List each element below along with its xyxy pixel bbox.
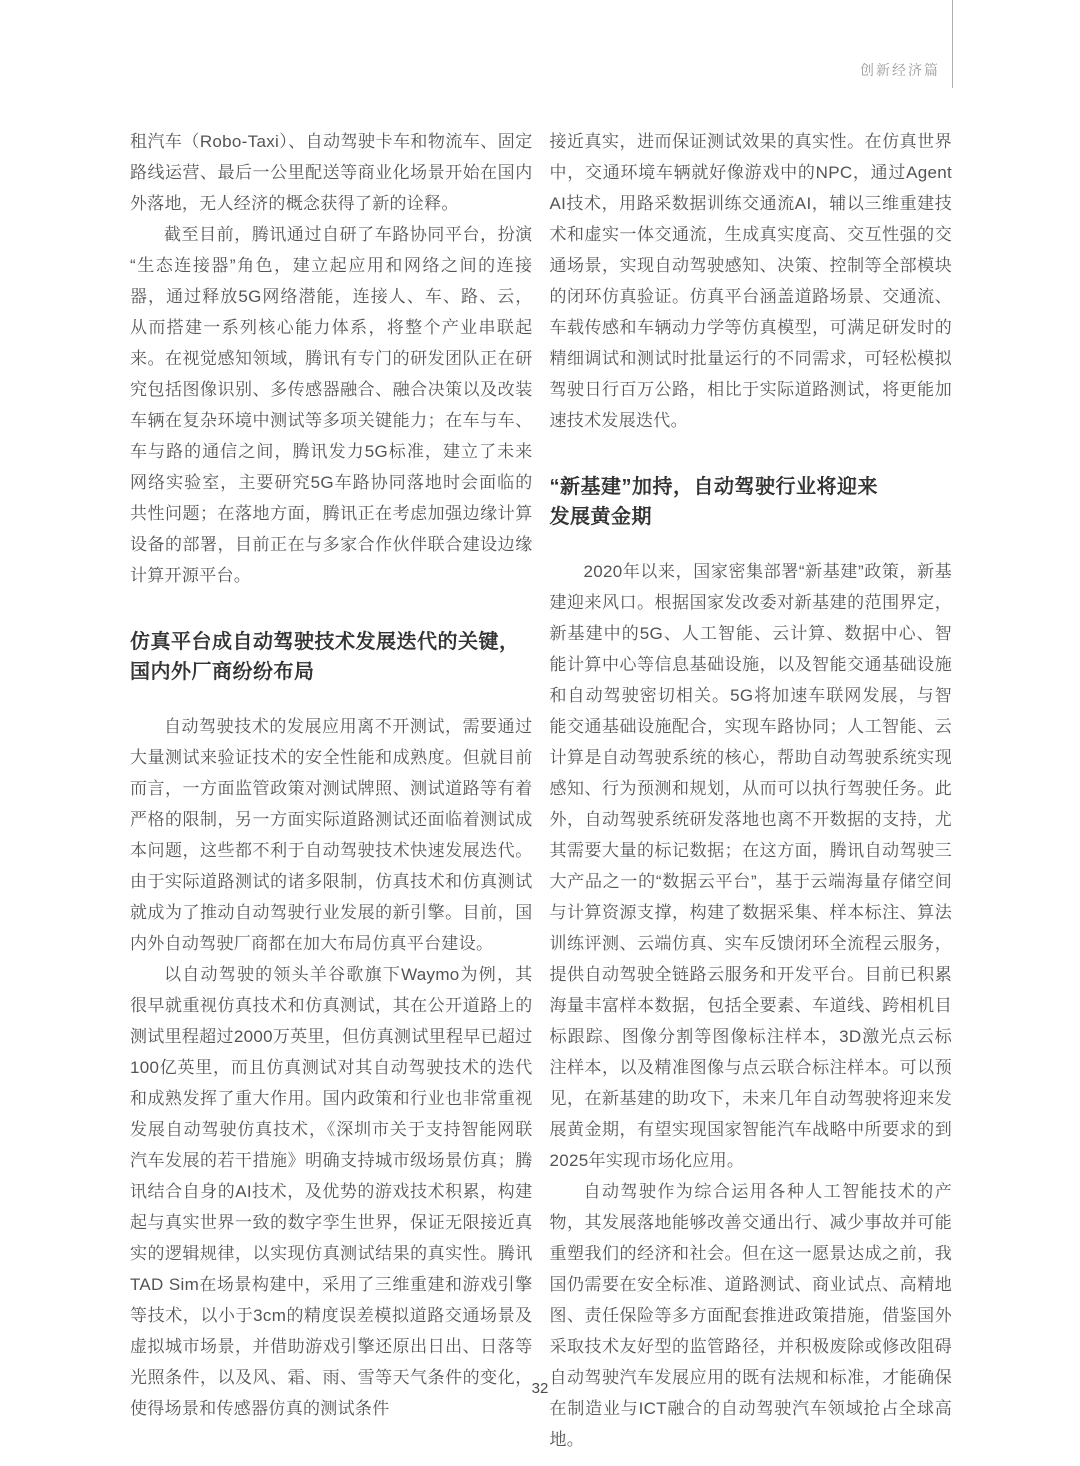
paragraph: 以自动驾驶的领头羊谷歌旗下Waymo为例，其很早就重视仿真技术和仿真测试，其在公开道路上的测试里程超过2000万英里，但仿真测试里程早已超过100亿英里，而且仿真测试对其自动驾驶技术的迭代和成熟发挥了重大作用。国内政策和行业也非常重视发展自动驾驶仿真技术，《深圳市关于支持智能网联汽车发展的若干措施》明确支持城市级场景仿真；腾讯结合自身的AI技术，及优势的游戏技术积累，构建起与真实世界一致的数字孪生世界，保证无限接近真实的逻辑规律，以实现仿真测试结果的真实性。腾讯TAD Sim在场景构建中，采用了三维重建和游戏引擎等技术，以小于3cm的精度误差模拟道路交通场景及虚拟城市场景，并借助游戏引擎还原出日出、日落等光照条件，以及风、霜、雨、雪等天气条件的变化，使得场景和传感器仿真的测试条件: [130, 965, 533, 1418]
heading-line: 发展黄金期: [549, 506, 652, 528]
heading-line: “新基建”加持，自动驾驶行业将迎来: [549, 476, 878, 498]
paragraph-continuation: 租汽车（Robo-Taxi）、自动驾驶卡车和物流车、固定路线运营、最后一公里配送等商业化场景开始在国内外落地，无人经济的概念获得了新的诠释。: [130, 132, 533, 213]
paragraph: 自动驾驶作为综合运用各种人工智能技术的产物，其发展落地能够改善交通出行、减少事故并可能重塑我们的经济和社会。但在这一愿景达成之前，我国仍需要在安全标准、道路测试、商业试点、高精地图、责任保险等多方面配套推进政策措施，借鉴国外采取技术友好型的监管路径，并积极废除或修改阻碍自动驾驶汽车发展应用的既有法规和标准，才能确保在制造业与ICT融合的自动驾驶汽车领域抢占全球高地。: [549, 1182, 952, 1449]
paragraph: 自动驾驶技术的发展应用离不开测试，需要通过大量测试来验证技术的安全性能和成熟度。但就目前而言，一方面监管政策对测试牌照、测试道路等有着严格的限制，另一方面实际道路测试还面临着测试成本问题，这些都不利于自动驾驶技术快速发展迭代。由于实际道路测试的诸多限制，仿真技术和仿真测试就成为了推动自动驾驶行业发展的新引擎。目前，国内外自动驾驶厂商都在加大布局仿真平台建设。: [130, 717, 533, 953]
paragraph: 截至目前，腾讯通过自研了车路协同平台，扮演“生态连接器”角色，建立起应用和网络之间的连接器，通过释放5G网络潜能，连接人、车、路、云，从而搭建一系列核心能力体系，将整个产业串联起来。在视觉感知领域，腾讯有专门的研发团队正在研究包括图像识别、多传感器融合、融合决策以及改装车辆在复杂环境中测试等多项关键能力；在车与车、车与路的通信之间，腾讯发力5G标准，建立了未来网络实验室，主要研究5G车路协同落地时会面临的共性问题；在落地方面，腾讯正在考虑加强边缘计算设备的部署，目前正在与多家合作伙伴联合建设边缘计算开源平台。: [130, 225, 533, 585]
paragraph: 2020年以来，国家密集部署“新基建”政策，新基建迎来风口。根据国家发改委对新基建的范围界定，新基建中的5G、人工智能、云计算、数据中心、智能计算中心等信息基础设施，以及智能交通基础设施和自动驾驶密切相关。5G将加速车联网发展，与智能交通基础设施配合，实现车路协同；人工智能、云计算是自动驾驶系统的核心，帮助自动驾驶系统实现感知、行为预测和规划，从而可以执行驾驶任务。此外，自动驾驶系统研发落地也离不开数据的支持，尤其需要大量的标记数据；在这方面，腾讯自动驾驶三大产品之一的“数据云平台”，基于云端海量存储空间与计算资源支撑，构建了数据采集、样本标注、算法训练评测、云端仿真、实车反馈闭环全流程云服务，提供自动驾驶全链路云服务和开发平台。目前已积累海量丰富样本数据，包括全要素、车道线、跨相机目标跟踪、图像分割等图像标注样本，3D激光点云标注样本，以及精准图像与点云联合标注样本。可以预见，在新基建的助攻下，未来几年自动驾驶将迎来发展黄金期，有望实现国家智能汽车战略中所要求的到2025年实现市场化应用。: [549, 562, 952, 1170]
heading-line: 国内外厂商纷纷布局: [130, 661, 315, 683]
paragraph-continuation: 接近真实，进而保证测试效果的真实性。在仿真世界中，交通环境车辆就好像游戏中的NPC，通过Agent AI技术，用路采数据训练交通流AI，辅以三维重建技术和虚实一体交通流，生成真实度高、交互性强的交通场景，实现自动驾驶感知、决策、控制等全部模块的闭环仿真验证。仿真平台涵盖道路场景、交通流、车载传感和车辆动力学等仿真模型，可满足研发时的精细调试和测试时批量运行的不同需求，可轻松模拟驾驶日行百万公路，相比于实际道路测试，将更能加速技术发展迭代。: [549, 132, 952, 430]
page-content: [130, 126, 952, 1455]
header-divider-line: [952, 0, 953, 88]
right-column: [550, 126, 953, 1455]
section-heading: [130, 627, 533, 687]
left-column: [130, 126, 533, 1455]
page-number: 32: [531, 1380, 549, 1397]
heading-line: 仿真平台成自动驾驶技术发展迭代的关键，: [130, 631, 520, 653]
section-heading: [550, 472, 953, 532]
section-title: 创新经济篇: [860, 62, 940, 78]
